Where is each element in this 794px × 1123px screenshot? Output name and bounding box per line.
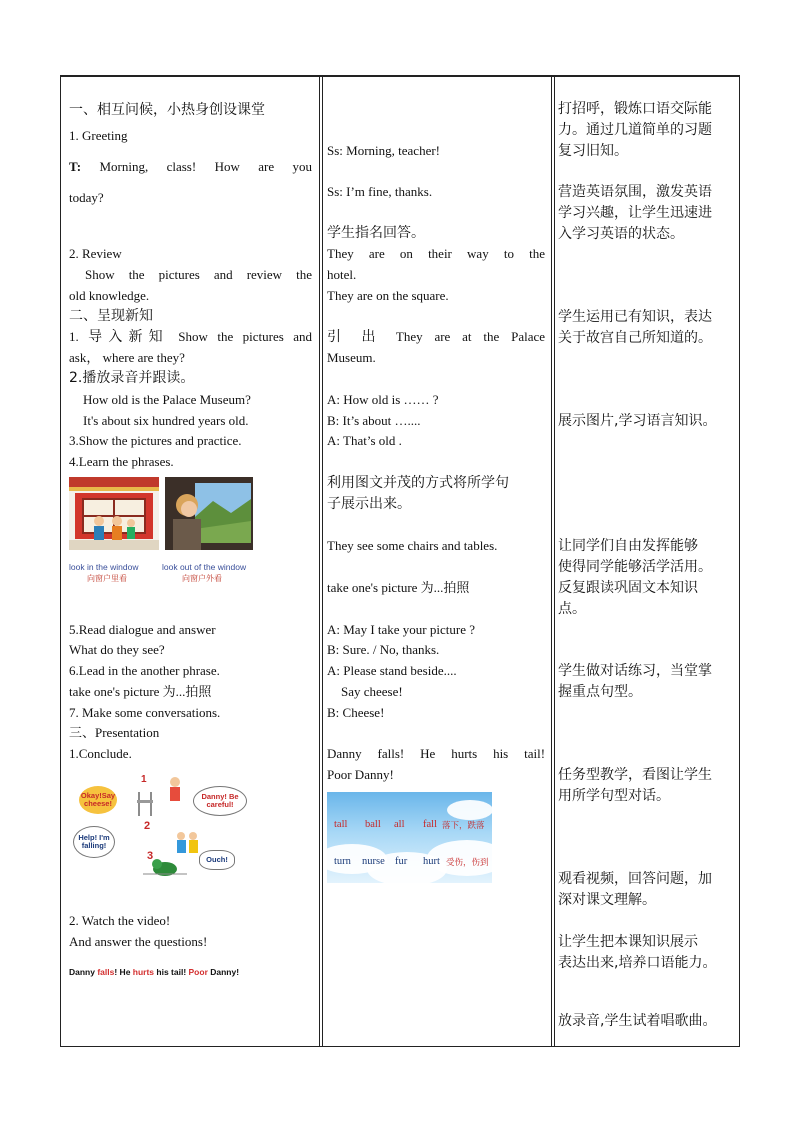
question-line-1: How old is the Palace Museum?	[83, 392, 251, 407]
intent-1-line-1: 打招呼，锻炼口语交际能	[558, 101, 712, 117]
student-line-hotel	[327, 244, 545, 265]
watch-video-line: 2. Watch the video!	[69, 913, 171, 928]
word: falls!	[377, 746, 405, 761]
word: and	[293, 329, 312, 344]
student-reply: Ss: I’m fine, thanks.	[327, 184, 433, 199]
column-divider-2b	[554, 76, 555, 1046]
teacher-label: T:	[69, 159, 82, 174]
word: Palace	[511, 329, 546, 344]
word: pictures	[242, 329, 284, 344]
word: to	[503, 246, 514, 261]
dialogue-a4-2: Say cheese!	[341, 684, 403, 699]
word-ball: ball	[365, 819, 381, 830]
word-fur: fur	[395, 856, 408, 867]
item4-line: 4.Learn the phrases.	[69, 454, 174, 469]
intent-3-line-2: 关于故宫自己所知道的。	[558, 330, 712, 346]
speech-bubble-say-cheese: Okay!Say cheese!	[79, 786, 117, 814]
intent-6-line-2: 握重点句型。	[558, 684, 642, 700]
panel-number-3: 3	[147, 850, 154, 862]
student-greeting: Ss: Morning, teacher!	[327, 143, 441, 158]
word-turn: turn	[334, 856, 351, 867]
word: Danny	[327, 746, 362, 761]
lesson-plan-table	[60, 75, 740, 1047]
item6-line2: take one's picture 为...拍照	[69, 684, 212, 699]
method-note: 利用图文并茂的方式将所学句	[327, 475, 509, 491]
word: 导入新知	[88, 329, 169, 345]
item5-line: 5.Read dialogue and answer	[69, 622, 216, 637]
word: They	[327, 246, 354, 261]
word-nurse: nurse	[362, 856, 385, 867]
intent-8-line-2: 深对课文理解。	[558, 892, 656, 908]
word: He	[420, 746, 436, 761]
word: and	[213, 267, 233, 282]
word: hurts	[451, 746, 478, 761]
phrase2-caption: look out of the window	[162, 562, 247, 572]
teacher-greeting-line2: today?	[69, 190, 104, 205]
table-top-border	[61, 76, 739, 77]
word: They	[395, 329, 423, 344]
word: review	[246, 267, 283, 282]
look-out-of-window-picture	[165, 477, 253, 550]
word: their	[428, 246, 452, 261]
phrase1-translation: 向窗户里看	[87, 574, 127, 583]
review-line	[85, 265, 312, 286]
look-in-window-picture	[69, 477, 159, 550]
word: are	[368, 246, 385, 261]
review-heading: 2. Review	[69, 246, 122, 261]
word-hurt: hurt	[423, 856, 440, 867]
intent-5-line-2: 使得同学能够活学活用。	[558, 559, 712, 575]
student-line-chairs: They see some chairs and tables.	[327, 538, 498, 553]
word: 引	[327, 329, 350, 345]
phonics-word-card	[327, 792, 492, 883]
column-divider-1	[319, 76, 320, 1046]
student-answer-note: 学生指名回答。	[327, 225, 425, 241]
dialogue-a2: A: That’s old .	[327, 433, 402, 448]
word: at	[462, 329, 472, 344]
word: the	[529, 246, 546, 261]
section2-title: 二、呈现新知	[69, 308, 153, 324]
word: Morning,	[99, 159, 149, 174]
intent-5-line-1: 让同学们自由发挥能够	[558, 538, 698, 554]
word-all: all	[394, 819, 405, 830]
phrase2-translation: 向窗户外看	[182, 574, 222, 583]
student-line-danny-2: Poor Danny!	[327, 767, 394, 782]
speech-bubble-be-careful: Danny! Be careful!	[193, 786, 247, 816]
speech-bubble-ouch: Ouch!	[199, 850, 235, 870]
intent-4-line-1: 展示图片,学习语言知识。	[558, 413, 717, 429]
word: Show	[85, 267, 115, 282]
danny-falls-cartoon	[69, 772, 255, 882]
section3-title: 三、Presentation	[69, 725, 160, 740]
dialogue-b1: B: It’s about …....	[327, 413, 421, 428]
dialogue-a3: A: May I take your picture ?	[327, 622, 476, 637]
dialogue-b4: B: Cheese!	[327, 705, 385, 720]
column-divider-2	[551, 76, 552, 1046]
caption-segment: hurts	[132, 967, 155, 977]
item1-line	[69, 327, 312, 348]
phrase1-caption: look in the window	[69, 562, 139, 572]
word: 1.	[69, 329, 79, 344]
item3-line: 3.Show the pictures and practice.	[69, 433, 242, 448]
caption-segment: Poor	[188, 967, 208, 977]
intent-9-line-1: 让学生把本课知识展示	[558, 934, 698, 950]
word: 出	[361, 329, 385, 345]
answer-line-1: It's about six hundred years old.	[83, 413, 249, 428]
intent-1-line-3: 复习旧知。	[558, 143, 628, 159]
word: tail!	[524, 746, 546, 761]
intent-5-line-3: 反复跟读巩固文本知识	[558, 580, 698, 596]
student-line-phrase: take one's picture 为...拍照	[327, 580, 470, 595]
word-fall: fall	[423, 819, 437, 830]
caption-segment: ! He	[114, 967, 133, 977]
word: Show	[178, 329, 208, 344]
word-hurt-translation: 受伤，伤到	[446, 858, 489, 868]
intent-2-line-3: 入学习英语的状态。	[558, 226, 684, 242]
word: class!	[166, 159, 197, 174]
intent-5-line-4: 点。	[558, 601, 586, 617]
caption-segment: falls	[97, 967, 115, 977]
item6-line: 6.Lead in the another phrase.	[69, 663, 220, 678]
intent-1-line-2: 力。通过几道简单的习题	[558, 122, 712, 138]
caption-segment: Danny!	[207, 967, 240, 977]
panel-number-2: 2	[144, 820, 151, 832]
intent-7-line-2: 用所学句型对话。	[558, 788, 670, 804]
caption-segment: Danny	[69, 967, 98, 977]
word: are	[434, 329, 451, 344]
intent-7-line-1: 任务型教学，看图让学生	[558, 767, 712, 783]
word: the	[128, 267, 145, 282]
watch-video-line2: And answer the questions!	[69, 934, 208, 949]
intent-10-line-1: 放录音,学生试着唱歌曲。	[558, 1013, 717, 1029]
conclude-line: 1.Conclude.	[69, 746, 132, 761]
word: his	[493, 746, 509, 761]
word: the	[483, 329, 500, 344]
student-line-palace-2: Museum.	[327, 350, 376, 365]
cartoon-caption	[69, 962, 239, 983]
word: pictures	[158, 267, 200, 282]
word-fall-translation: 落下，跌落	[442, 821, 485, 831]
section1-title: 一、相互问候，小热身创设课堂	[69, 102, 265, 118]
caption-segment: his tail!	[154, 967, 189, 977]
intent-8-line-1: 观看视频，回答问题，加	[558, 871, 712, 887]
panel-number-1: 1	[141, 774, 147, 785]
word: How	[214, 159, 240, 174]
student-line-hotel-2: hotel.	[327, 267, 357, 282]
intent-2-line-1: 营造英语氛围，激发英语	[558, 184, 712, 200]
dialogue-a4: A: Please stand beside....	[327, 663, 457, 678]
dialogue-b3: B: Sure. / No, thanks.	[327, 642, 440, 657]
building-window-illustration	[69, 477, 159, 550]
student-line-danny	[327, 744, 545, 765]
word: on	[399, 246, 413, 261]
review-line2: old knowledge.	[69, 288, 150, 303]
item1-line2: ask， where are they?	[69, 350, 185, 365]
word: you	[292, 159, 313, 174]
train-window-photo	[165, 477, 253, 550]
student-line-palace	[327, 327, 545, 348]
word: the	[217, 329, 234, 344]
intent-9-line-2: 表达出来,培养口语能力。	[558, 955, 717, 971]
method-note-2: 子展示出来。	[327, 496, 411, 512]
dialogue-a1: A: How old is …… ?	[327, 392, 439, 407]
item7-line: 7. Make some conversations.	[69, 705, 221, 720]
intent-2-line-2: 学习兴趣，让学生迅速进	[558, 205, 712, 221]
intent-3-line-1: 学生运用已有知识，表达	[558, 309, 712, 325]
intent-6-line-1: 学生做对话练习，当堂掌	[558, 663, 712, 679]
item2-line: 2.播放录音并跟读。	[69, 370, 195, 386]
word: are	[258, 159, 275, 174]
item5-line2: What do they see?	[69, 642, 165, 657]
speech-bubble-help: Help! I'm falling!	[73, 826, 115, 858]
word-tall: tall	[334, 819, 348, 830]
column-divider-1b	[322, 76, 323, 1046]
word: way	[467, 246, 489, 261]
greeting-heading: 1. Greeting	[69, 128, 128, 143]
teacher-greeting-line	[69, 157, 312, 178]
student-line-square: They are on the square.	[327, 288, 449, 303]
word: the	[296, 267, 313, 282]
